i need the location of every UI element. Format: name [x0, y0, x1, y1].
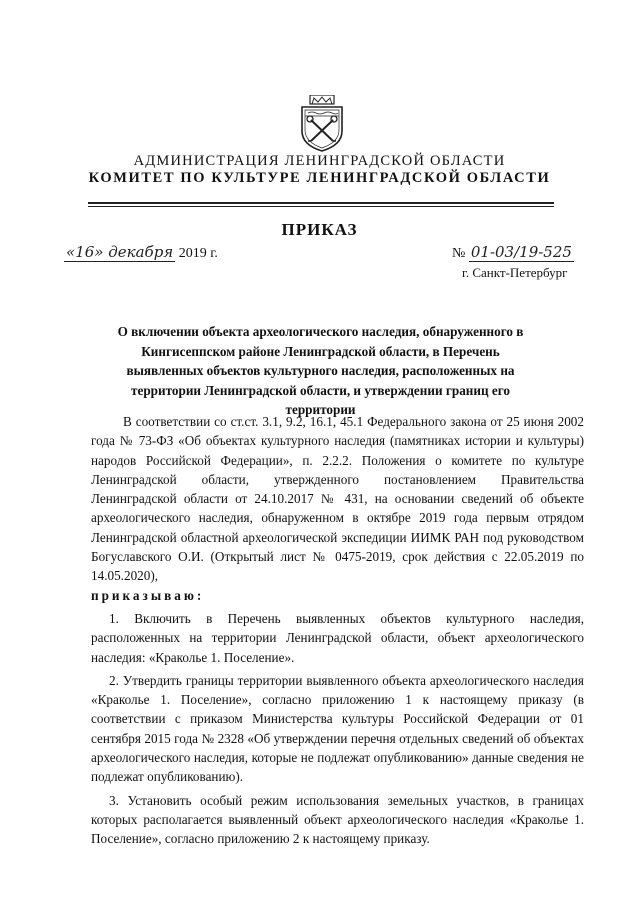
date-handwritten: «16» декабря [66, 243, 174, 261]
document-date [64, 243, 218, 262]
date-day: 16 [75, 243, 95, 261]
document-body [91, 412, 584, 849]
order-item: 3. Установить особый режим использования земельных участков, в границах которых располагается выявленный объект археологического наследия «Краколье 1. Поселение», согласно приложению 2 к настоящему приказу. [91, 792, 584, 847]
coat-of-arms-icon [296, 95, 348, 153]
administration-name: АДМИНИСТРАЦИЯ ЛЕНИНГРАДСКОЙ ОБЛАСТИ [133, 153, 506, 169]
committee-name: КОМИТЕТ ПО КУЛЬТУРЕ ЛЕНИНГРАДСКОЙ ОБЛАСТИ [88, 170, 551, 186]
date-year: 2019 г. [178, 246, 218, 261]
document-number: № 01-03/19-525 [452, 243, 572, 261]
order-item: 2. Утвердить границы территории выявленного объекта археологического наследия «Краколье 1. Поселение», согласно приложению 1 к настоящему приказу (в соответствии с приказом Министерства культуры Российской Федерации от 01 сентября 2015 года № 2328 «Об утверждении перечня отдельных сведений об объектах археологического наследия, которые не подлежат опубликованию» данные сведения не подлежат опубликованию). [91, 672, 584, 785]
order-item: 1. Включить в Перечень выявленных объектов культурного наследия, расположенных на территории Ленинградской области, объект археологического наследия: «Краколье 1. Поселение». [91, 610, 584, 665]
header-divider [88, 202, 554, 204]
header-divider-thin [88, 206, 554, 207]
date-month: декабря [108, 243, 174, 261]
number-handwritten: 01-03/19-525 [470, 243, 572, 261]
document-type: ПРИКАЗ [281, 220, 358, 239]
preamble-paragraph: В соответствии со ст.ст. 3.1, 9.2, 16.1, 45.1 Федерального закона от 25 июня 2002 года № 73-ФЗ «Об объектах культурного наследия (памятниках истории и культуры) народов Российской Федерации», п. 2.2.2. Положения о комитете по культуре Ленинградской области, утвержденного постановлением Правительства Ленинградской области от 24.10.2017 № 431, на основании сведений об объекте археологического наследия, обнаруженном в октябре 2019 года первым отрядом Ленинградской областной археологической экспедиции ИИМК РАН под руководством Богуславского О.И. (Открытый лист № 0475-2019, срок действия с 22.05.2019 по 14.05.2020), [91, 414, 584, 584]
document-city: г. Санкт-Петербург [462, 265, 568, 280]
order-word: приказываю: [91, 587, 205, 603]
document-subject: О включении объекта археологического наследия, обнаруженного в Кингисеппском районе Ленинградской области, в Перечень выявленных объектов культурного наследия, расположенных на территории Ленинградской области, и утверждении границ его территории [117, 324, 524, 417]
